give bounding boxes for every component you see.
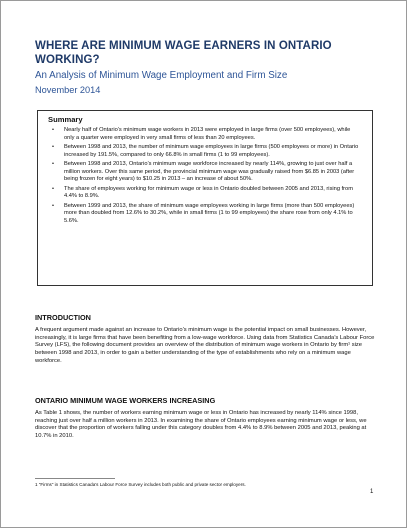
introduction-heading: INTRODUCTION [35, 313, 91, 322]
document-date: November 2014 [35, 85, 101, 95]
bullet-icon: • [52, 127, 54, 133]
footnote: 1 “Firms” in Statistics Canada’s Labour Force Survey includes both public and private sector employers. [35, 482, 246, 487]
summary-bullet-text: Between 1999 and 2013, the share of minimum wage employees working in large firms (more than 500 employees) more than doubled from 12.6% to 30.2%, while in small firms (1 to 99 employees) the share rose from only 4.1% to 5.6%. [64, 202, 355, 224]
increasing-paragraph: As Table 1 shows, the number of workers earning minimum wage or less in Ontario has increased by nearly 114% since 1998, reaching just over half a million workers in 2013. In examining the share of Ontario employees earning minimum wage or less, we discover that the proportion of workers falling under this category doubles from 4.4% to 8.9% between 2005 and 2013, peaking at 10.7% in 2010. [35, 410, 367, 440]
document-title-line-2: WORKING? [35, 54, 100, 66]
summary-bullet-item [52, 144, 360, 159]
summary-bullet-text: Nearly half of Ontario’s minimum wage workers in 2013 were employed in large firms (over 500 employees), while only a quarter were employed in very small firms of less than 20 employees. [64, 127, 351, 141]
bullet-icon: • [52, 202, 54, 209]
summary-box [37, 110, 373, 286]
document-subtitle: An Analysis of Minimum Wage Employment and Firm Size [35, 70, 288, 81]
summary-bullet-list [52, 127, 360, 227]
bullet-icon: • [52, 185, 54, 192]
increasing-heading: ONTARIO MINIMUM WAGE WORKERS INCREASING [35, 396, 216, 405]
document-title [35, 39, 385, 67]
summary-heading: Summary [48, 115, 83, 124]
summary-bullet-item [52, 161, 360, 184]
summary-bullet-item [52, 202, 360, 226]
introduction-paragraph: A frequent argument made against an increase to Ontario’s minimum wage is the potential impact on small businesses. However, increasingly, it is large firms that have been benefiting from a low-wage workforce. Using data from Statistics Canada’s Labour Force Survey (LFS), the following document provides an overview of the distribution of minimum wage workers in Ontario by firm¹ size between 1998 and 2013, in order to gain a better understanding of the type of establishments who rely on a minimum wage workforce. [35, 327, 375, 364]
summary-bullet-item [52, 127, 360, 142]
document-title-line-1: WHERE ARE MINIMUM WAGE EARNERS IN ONTARIO [35, 40, 332, 52]
summary-bullet-text: The share of employees working for minimum wage or less in Ontario doubled between 2005 and 2013, rising from 4.4% to 8.9%. [64, 185, 353, 199]
page-number: 1 [370, 489, 374, 495]
summary-bullet-text: Between 1998 and 2013, the number of minimum wage employees in large firms (500 employees or more) in Ontario increased by 191.5%, compared to only 66.8% in small firms (1 to 99 employees). [64, 144, 359, 158]
bullet-icon: • [52, 144, 54, 150]
bullet-icon: • [52, 161, 54, 167]
summary-bullet-item [52, 185, 360, 201]
summary-bullet-text: Between 1998 and 2013, Ontario’s minimum wage workforce increased by nearly 114%, growing to just over half a million workers. Over this same period, the provincial minimum wage was gradually raised from $6.85 in 2003 (after being frozen for eight years) to $10.25 in 2013 – an increase of about 50%. [64, 161, 355, 182]
footnote-divider [35, 478, 115, 479]
